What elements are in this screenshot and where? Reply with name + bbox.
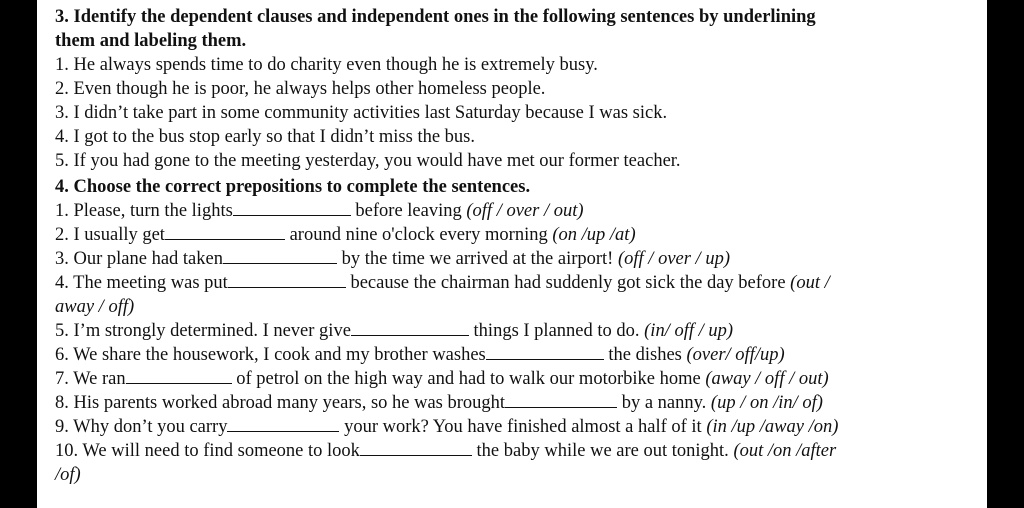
item-options: (over/ off/up) xyxy=(686,345,785,365)
item-number: 5. xyxy=(55,321,69,341)
answer-blank[interactable] xyxy=(126,367,232,384)
item-text-after: your work? You have finished almost a half of it xyxy=(344,417,702,437)
section3-heading-line1: 3. Identify the dependent clauses and independent ones in the following sentences by underlining xyxy=(55,7,816,27)
item-options: (up / on /in/ of) xyxy=(710,393,823,413)
item-text-after: the baby while we are out tonight. xyxy=(476,441,729,461)
section4-item-4 xyxy=(55,271,980,295)
section4-item-3 xyxy=(55,247,980,271)
item-options-continued: away / off) xyxy=(55,297,135,317)
section3-item-2: 2. Even though he is poor, he always helps other homeless people. xyxy=(55,79,546,99)
section3-item-4: 4. I got to the bus stop early so that I didn’t miss the bus. xyxy=(55,127,475,147)
item-number: 2. xyxy=(55,225,69,245)
item-text-before: His parents worked abroad many years, so he was brought xyxy=(73,393,506,413)
section4-item-6 xyxy=(55,343,980,367)
item-text-before: The meeting was put xyxy=(73,273,228,293)
section4-item-2 xyxy=(55,223,980,247)
item-number: 6. xyxy=(55,345,69,365)
section3-heading-line2: them and labeling them. xyxy=(55,31,247,51)
worksheet-content xyxy=(55,5,980,487)
section4-item-10 xyxy=(55,439,980,463)
item-text-after: the dishes xyxy=(608,345,682,365)
item-options: (out /on /after xyxy=(733,441,837,461)
section4-item-7 xyxy=(55,367,980,391)
item-text-before: We will need to find someone to look xyxy=(82,441,360,461)
item-options: (away / off / out) xyxy=(705,369,829,389)
section4-item-4-continued xyxy=(55,295,980,319)
section3-item-1: 1. He always spends time to do charity even though he is extremely busy. xyxy=(55,55,598,75)
item-text-after: around nine o'clock every morning xyxy=(289,225,548,245)
item-text-after: things I planned to do. xyxy=(473,321,640,341)
item-options: (off / over / up) xyxy=(617,249,730,269)
answer-blank[interactable] xyxy=(228,271,346,288)
answer-blank[interactable] xyxy=(223,247,337,264)
answer-blank[interactable] xyxy=(351,319,469,336)
answer-blank[interactable] xyxy=(227,415,339,432)
item-text-before: We share the housework, I cook and my brother washes xyxy=(73,345,486,365)
answer-blank[interactable] xyxy=(486,343,604,360)
item-text-after: because the chairman had suddenly got sick the day before xyxy=(350,273,786,293)
item-options-continued: /of) xyxy=(55,465,81,485)
item-options: (off / over / out) xyxy=(466,201,584,221)
item-number: 7. xyxy=(55,369,69,389)
item-number: 3. xyxy=(55,249,69,269)
section3-item-3: 3. I didn’t take part in some community activities last Saturday because I was sick. xyxy=(55,103,668,123)
item-text-before: Our plane had taken xyxy=(73,249,223,269)
item-text-after: before leaving xyxy=(355,201,462,221)
answer-blank[interactable] xyxy=(233,199,351,216)
section4-item-1 xyxy=(55,199,980,223)
worksheet-page xyxy=(37,0,987,508)
section4-item-5 xyxy=(55,319,980,343)
item-text-after: of petrol on the high way and had to walk our motorbike home xyxy=(236,369,701,389)
item-number: 1. xyxy=(55,201,69,221)
item-text-before: Please, turn the lights xyxy=(73,201,233,221)
section4-item-10-continued xyxy=(55,463,980,487)
item-options: (in /up /away /on) xyxy=(706,417,839,437)
item-text-before: I usually get xyxy=(73,225,165,245)
item-text-before: I’m strongly determined. I never give xyxy=(73,321,351,341)
item-options: (on /up /at) xyxy=(552,225,636,245)
item-text-before: We ran xyxy=(73,369,126,389)
item-options: (in/ off / up) xyxy=(644,321,734,341)
section4-item-9 xyxy=(55,415,980,439)
item-number: 10. xyxy=(55,441,79,461)
item-options: (out / xyxy=(790,273,830,293)
item-number: 9. xyxy=(55,417,69,437)
item-text-after: by a nanny. xyxy=(621,393,707,413)
item-text-after: by the time we arrived at the airport! xyxy=(341,249,614,269)
item-text-before: Why don’t you carry xyxy=(73,417,228,437)
answer-blank[interactable] xyxy=(505,391,617,408)
section4-item-8 xyxy=(55,391,980,415)
answer-blank[interactable] xyxy=(360,439,472,456)
item-number: 8. xyxy=(55,393,69,413)
item-number: 4. xyxy=(55,273,69,293)
section3-item-5: 5. If you had gone to the meeting yesterday, you would have met our former teacher. xyxy=(55,151,681,171)
section4-heading: 4. Choose the correct prepositions to complete the sentences. xyxy=(55,177,531,197)
answer-blank[interactable] xyxy=(165,223,285,240)
